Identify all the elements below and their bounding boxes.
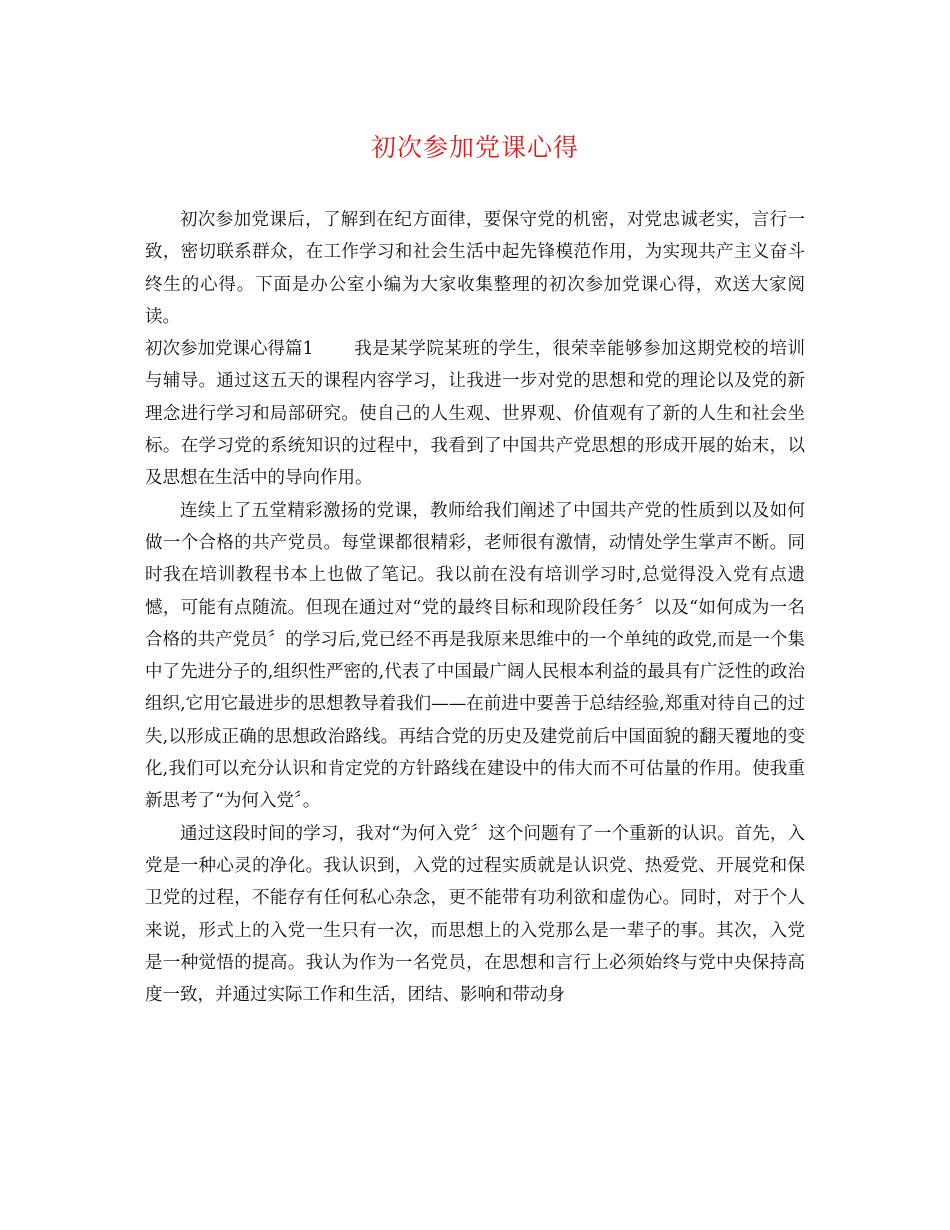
paragraph-3: 通过这段时间的学习，我对“为何入党〞这个问题有了一个重新的认识。首先，入党是一种心灵的净化。我认识到，入党的过程实质就是认识党、热爱党、开展党和保卫党的过程，不能存有任何私心杂念，更不能带有功利欲和虚伪心。同时，对于个人来说，形式上的入党一生只有一次，而思想上的入党那么是一辈子的事。其次，入党是一种觉悟的提高。我认为作为一名党员，在思想和言行上必须始终与党中央保持高度一致，并通过实际工作和生活，团结、影响和带动身 xyxy=(145,823,805,1006)
section-label: 初次参加党课心得篇1 xyxy=(145,339,314,360)
section-text: 我是某学院某班的学生，很荣幸能够参加这期党校的培训与辅导。通过这五天的课程内容学习，让我进一步对党的思想和党的理论以及党的新理念进行学习和局部研究。使自己的人生观、世界观、价值观有了新的人生和社会坐标。在学习党的系统知识的过程中，我看到了中国共产党思想的形成开展的始末，以及思想在生活中的导向作用。 xyxy=(145,339,805,489)
document-body xyxy=(145,204,805,1011)
document-title: 初次参加党课心得 xyxy=(370,133,579,162)
intro-paragraph: 初次参加党课后，了解到在纪方面律，要保守党的机密，对党忠诚老实，言行一致，密切联系群众，在工作学习和社会生活中起先锋模范作用，为实现共产主义奋斗终生的心得。下面是办公室小编为大家收集整理的初次参加党课心得，欢送大家阅读。 xyxy=(145,210,805,327)
paragraph-2: 连续上了五堂精彩激扬的党课，教师给我们阐述了中国共产党的性质到以及如何做一个合格的共产党员。每堂课都很精彩，老师很有激情，动情处学生掌声不断。同时我在培训教程书本上也做了笔记。我以前在没有培训学习时,总觉得没入党有点遗憾，可能有点随流。但现在通过对“党的最终目标和现阶段任务〞以及“如何成为一名合格的共产党员〞的学习后,党已经不再是我原来思维中的一个单纯的政党,而是一个集中了先进分子的,组织性严密的,代表了中国最广阔人民根本利益的最具有广泛性的政治组织,它用它最进步的思想教导着我们——在前进中要善于总结经验,郑重对待自己的过失,以形成正确的思想政治路线。再结合党的历史及建党前后中国面貌的翻天覆地的变化,我们可以充分认识和肯定党的方针路线在建设中的伟大而不可估量的作用。使我重新思考了“为何入党〞。 xyxy=(145,500,805,812)
section-paragraph xyxy=(145,333,805,494)
